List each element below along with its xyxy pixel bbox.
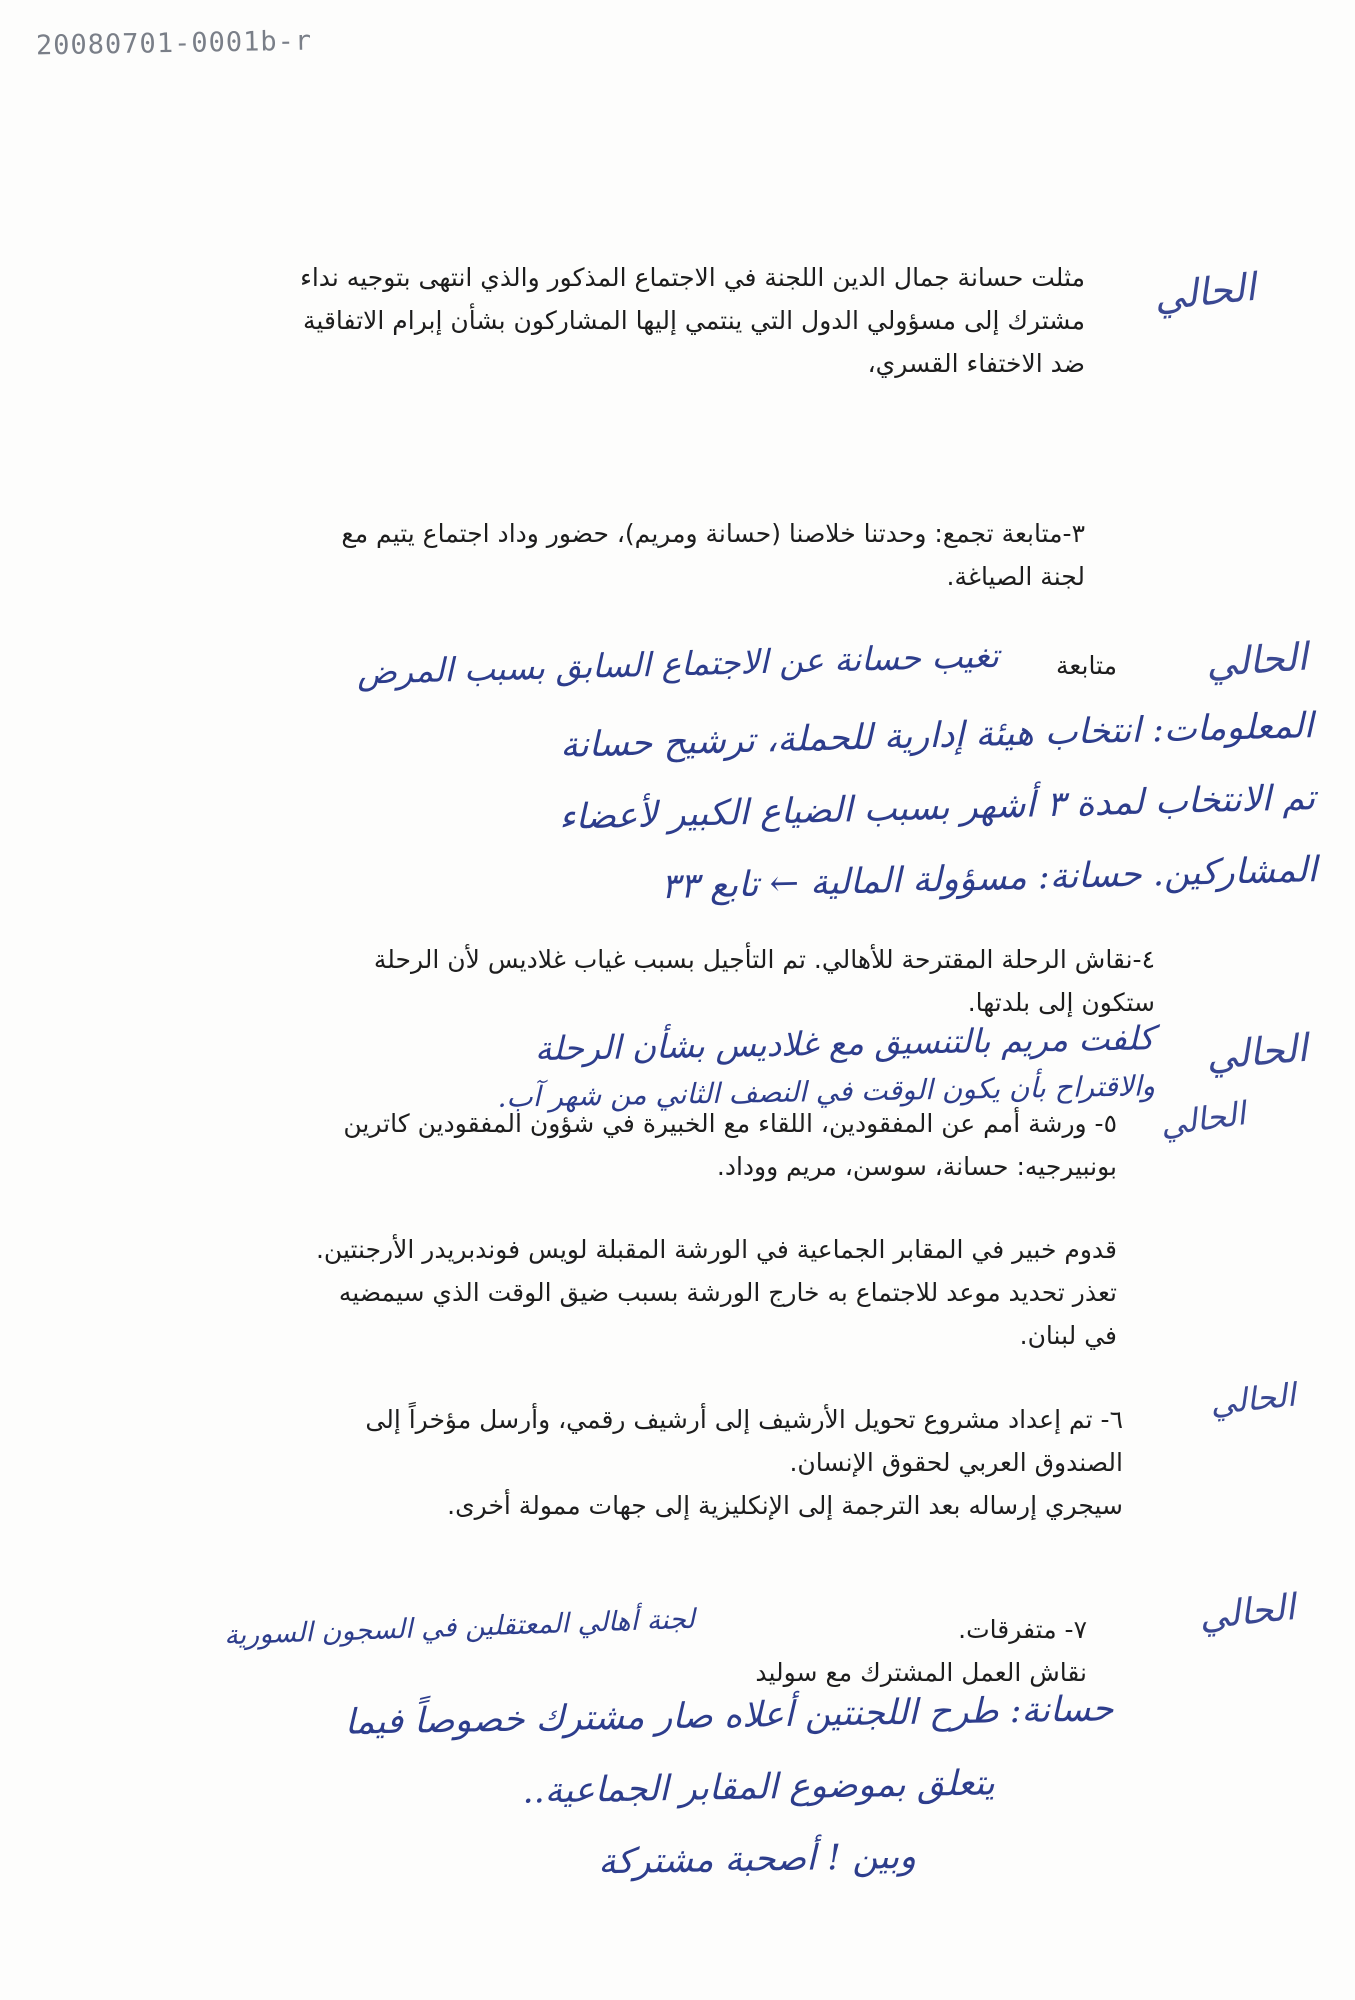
margin-note: الحالي bbox=[1207, 1375, 1297, 1423]
handwritten-line: والاقتراح بأن يكون الوقت في النصف الثاني من شهر آب. bbox=[497, 1069, 1156, 1114]
followup-label: متابعة bbox=[1056, 651, 1117, 680]
handwritten-line: وبين ! أصحبة مشتركة bbox=[597, 1836, 917, 1883]
text-line: سيجري إرساله بعد الترجمة إلى الإنكليزية إلى جهات ممولة أخرى. bbox=[447, 1491, 1123, 1520]
margin-note: الحالي bbox=[1203, 1025, 1309, 1079]
text-line: نقاش العمل المشترك مع سوليد bbox=[755, 1658, 1087, 1687]
paragraph-joint-appeal bbox=[300, 256, 1085, 385]
handwritten-line: تم الانتخاب لمدة ٣ أشهر بسبب الضياع الكبير لأعضاء bbox=[558, 778, 1316, 838]
handwritten-line: تغيب حسانة عن الاجتماع السابق بسبب المرض bbox=[356, 635, 1000, 692]
text-line: قدوم خبير في المقابر الجماعية في الورشة المقبلة لويس فوندبريدر الأرجنتين. bbox=[315, 1235, 1117, 1264]
handwritten-followup bbox=[356, 620, 1099, 705]
item-6 bbox=[365, 1398, 1123, 1527]
text-line: الصندوق العربي لحقوق الإنسان. bbox=[789, 1448, 1123, 1477]
text-line: ضد الاختفاء القسري، bbox=[867, 349, 1085, 378]
reference-number: 20080701-0001b-r bbox=[35, 25, 313, 62]
handwritten-line: المشاركين. حسانة: مسؤولة المالية ← تابع ٣٣ bbox=[660, 850, 1318, 908]
text-line: ٥- ورشة أمم عن المفقودين، اللقاء مع الخبيرة في شؤون المفقودين كاترين bbox=[343, 1109, 1117, 1138]
margin-note: الحالي bbox=[1204, 634, 1309, 686]
text-line: مثلت حسانة جمال الدين اللجنة في الاجتماع المذكور والذي انتهى بتوجيه نداء bbox=[300, 263, 1085, 292]
text-line: ٣-متابعة تجمع: وحدتنا خلاصنا (حسانة ومريم)، حضور وداد اجتماع يتيم مع bbox=[341, 519, 1085, 548]
text-line: في لبنان. bbox=[1019, 1321, 1117, 1350]
margin-note: الحالي bbox=[1157, 1094, 1248, 1144]
handwritten-line: المعلومات: انتخاب هيئة إدارية للحملة، ترشيح حسانة bbox=[559, 706, 1314, 766]
text-line: مشترك إلى مسؤولي الدول التي ينتمي إليها المشاركون بشأن إبرام الاتفاقية bbox=[303, 306, 1085, 335]
item-5 bbox=[343, 1102, 1117, 1188]
text-line: تعذر تحديد موعد للاجتماع به خارج الورشة بسبب ضيق الوقت الذي سيمضيه bbox=[338, 1278, 1117, 1307]
text-line: ٤-نقاش الرحلة المقترحة للأهالي. تم التأجيل بسبب غياب غلاديس لأن الرحلة bbox=[373, 945, 1155, 974]
handwritten-item-7-inline: لجنة أهالي المعتقلين في السجون السورية bbox=[223, 1603, 696, 1652]
margin-note: الحالي bbox=[1151, 264, 1258, 320]
item-4 bbox=[374, 938, 1155, 1024]
handwritten-followup-cont bbox=[556, 690, 1318, 926]
handwritten-line: كلفت مريم بالتنسيق مع غلاديس بشأن الرحلة bbox=[534, 1018, 1155, 1069]
item-5-expert bbox=[316, 1228, 1117, 1357]
handwritten-line: يتعلق بموضوع المقابر الجماعية.. bbox=[522, 1763, 996, 1812]
text-line: ٧- متفرقات. bbox=[958, 1615, 1087, 1644]
text-line: ستكون إلى بلدتها. bbox=[967, 988, 1155, 1017]
text-line: ٦- تم إعداد مشروع تحويل الأرشيف إلى أرشيف رقمي، وأرسل مؤخراً إلى bbox=[365, 1405, 1123, 1434]
text-line: بونبيرجيه: حسانة، سوسن، مريم ووداد. bbox=[716, 1152, 1117, 1181]
handwritten-item-7 bbox=[344, 1673, 1116, 1902]
item-3 bbox=[341, 512, 1085, 598]
margin-note: الحالي bbox=[1196, 1587, 1297, 1638]
text-line: لجنة الصياغة. bbox=[946, 562, 1085, 591]
handwritten-line: حسانة: طرح اللجنتين أعلاه صار مشترك خصوصاً فيما bbox=[344, 1689, 1115, 1743]
